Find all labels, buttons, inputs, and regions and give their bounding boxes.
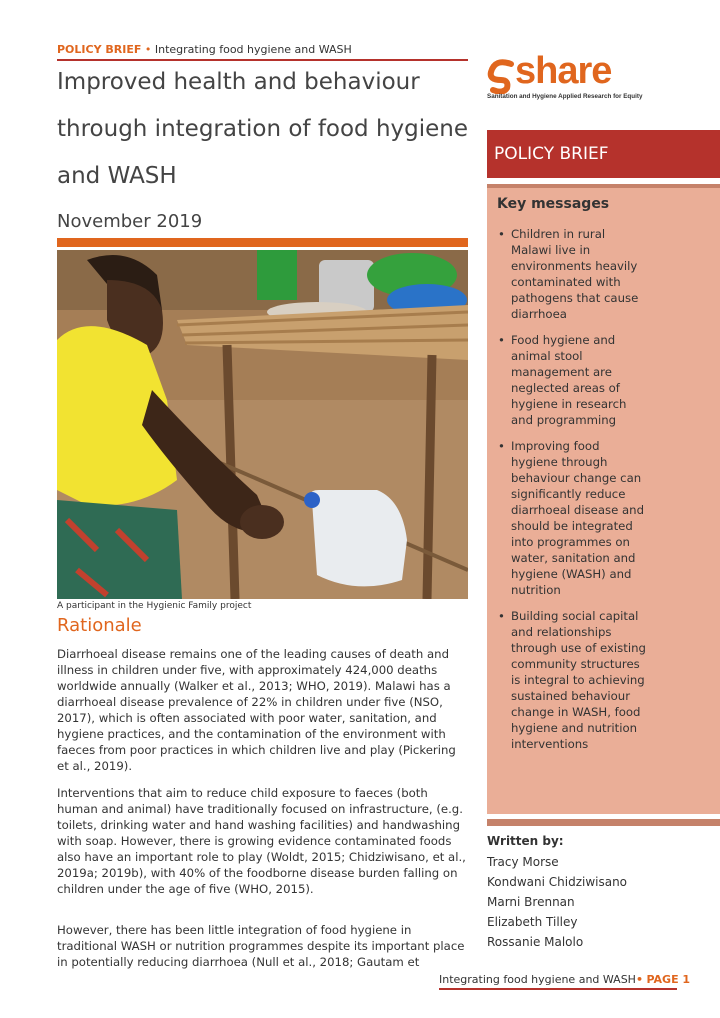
publication-date: November 2019 — [57, 211, 203, 232]
rationale-heading: Rationale — [57, 615, 142, 636]
key-messages-heading: Key messages — [497, 196, 610, 212]
page-footer — [439, 973, 691, 990]
footer-page-number: PAGE 1 — [646, 973, 691, 986]
author-name: Elizabeth Tilley — [487, 915, 578, 929]
key-message-item: • Food hygiene and animal stool management are neglected areas of hygiene in research and programming — [497, 332, 647, 428]
key-messages-list — [497, 226, 647, 762]
handwashing-illustration — [57, 250, 468, 599]
handwashing-photo — [57, 250, 468, 599]
written-by-heading: Written by: — [487, 834, 564, 848]
logo-tagline: Sanitation and Hygiene Applied Research for Equity — [487, 93, 643, 100]
logo-wordmark: share — [515, 50, 612, 92]
share-logo — [487, 50, 707, 104]
author-name: Kondwani Chidziwisano — [487, 875, 628, 889]
rationale-paragraph-2: Interventions that aim to reduce child exposure to faeces (both human and animal) have traditionally focused on infrastructure, (e.g. toilets, drinking water and hand washing facilities) and handwashing with soap. However, there is growing evidence contaminated foods also have an important role to play (Woldt, 2015; Chidziwisano, et al., 2019a; 2019b), with 40% of the foodborne disease burden falling on children under the age of five (WHO, 2015). — [57, 786, 466, 896]
page-title: Improved health and behaviour through integration of food hygiene and WASH — [57, 69, 469, 189]
author-name: Marni Brennan — [487, 895, 575, 909]
rationale-paragraph-1: Diarrhoeal disease remains one of the leading causes of death and illness in children under five, with approximately 424,000 deaths worldwide annually (Walker et al., 2013; WHO, 2019). Malawi has a diarrhoeal disease prevalence of 22% in children under five (NSO, 2017), which is often associated with poor water, sanitation, and hygiene practices, and the contamination of the environment with faeces from poor practices in which children live and play (Pickering et al., 2019). — [57, 647, 456, 773]
header-label: POLICY BRIEF — [57, 43, 142, 56]
author-name: Rossanie Malolo — [487, 935, 584, 949]
header-subtitle: Integrating food hygiene and WASH — [154, 43, 352, 56]
author-list — [487, 852, 627, 952]
rationale-paragraph-3: However, there has been little integration of food hygiene in traditional WASH or nutrition programmes despite its important place in potentially reducing diarrhoea (Null et al., 2018; Gautam et — [57, 923, 465, 969]
photo-caption: A participant in the Hygienic Family project — [57, 601, 252, 611]
key-messages-bottom-bar — [487, 819, 720, 826]
photo-accent-bar — [57, 238, 468, 247]
header-bullet: • — [144, 43, 152, 56]
footer-text: Integrating food hygiene and WASH — [439, 973, 636, 986]
author-name: Tracy Morse — [487, 855, 559, 869]
footer-bullet: • — [635, 973, 643, 986]
key-message-item: • Building social capital and relationships through use of existing community structures is integral to achieving sustained behaviour change in WASH, food hygiene and nutrition interventions — [497, 608, 647, 752]
key-message-item: • Improving food hygiene through behaviour change can significantly reduce diarrhoeal disease and should be integrated into programmes on water, sanitation and hygiene (WASH) and nutrition — [497, 438, 647, 598]
policy-brief-banner-label: POLICY BRIEF — [494, 144, 609, 164]
share-logo-mark-icon — [487, 58, 517, 94]
key-message-item: • Children in rural Malawi live in environments heavily contaminated with pathogens that cause diarrhoea — [497, 226, 647, 322]
key-messages-panel — [487, 184, 720, 814]
policy-brief-banner — [487, 130, 720, 178]
